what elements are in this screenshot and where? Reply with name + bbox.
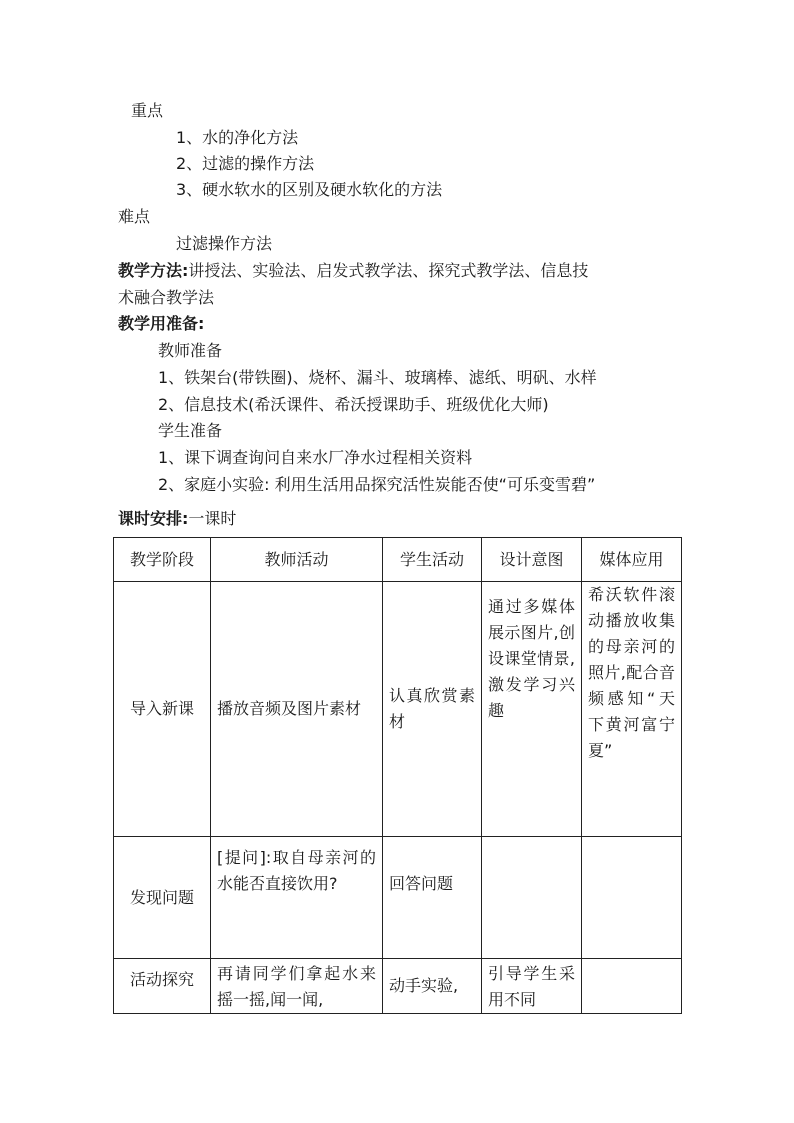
lesson-plan-table (113, 537, 682, 1014)
student-prep-item: 2、家庭小实验: 利用生活用品探究活性炭能否使“可乐变雪碧” (158, 475, 596, 494)
teacher-prep-item: 1、铁架台(带铁圈)、烧杯、漏斗、玻璃棒、滤纸、明矾、水样 (158, 368, 597, 387)
methods-text: 讲授法、实验法、启发式教学法、探究式教学法、信息技 (188, 261, 589, 280)
teacher-activity-cell: 再请同学们拿起水来摇一摇,闻一闻, (217, 964, 376, 1009)
table-header-cell: 教学阶段 (114, 538, 211, 582)
student-activity-cell: 动手实验, (389, 976, 459, 995)
difficulty-item: 过滤操作方法 (176, 234, 273, 253)
stage-cell: 导入新课 (114, 582, 211, 837)
key-point-item: 1、水的净化方法 (176, 128, 299, 147)
table-row (114, 837, 682, 959)
table-row (114, 582, 682, 837)
stage-cell: 发现问题 (114, 837, 211, 959)
teacher-activity-cell: [提问]:取自母亲河的水能否直接饮用? (217, 848, 376, 893)
key-point-item: 3、硬水软水的区别及硬水软化的方法 (176, 180, 443, 199)
methods-text-cont: 术融合教学法 (118, 288, 215, 307)
table-header-row (114, 538, 682, 582)
table-header-cell: 媒体应用 (582, 538, 682, 582)
schedule-line (118, 509, 236, 529)
table-header-cell: 学生活动 (383, 538, 482, 582)
design-intent-cell: 引导学生采用不同 (488, 964, 575, 1009)
key-points-heading: 重点 (131, 101, 164, 120)
student-activity-cell: 认真欣赏素材 (389, 686, 475, 731)
student-activity-cell: 回答问题 (389, 874, 454, 893)
difficulty-heading: 难点 (118, 207, 151, 226)
teacher-prep-heading: 教师准备 (158, 341, 223, 360)
methods-label: 教学方法: (118, 261, 189, 280)
methods-line (118, 261, 588, 281)
student-prep-heading: 学生准备 (158, 421, 223, 440)
stage-cell: 活动探究 (114, 959, 211, 1014)
schedule-value: 一课时 (188, 509, 237, 528)
schedule-label: 课时安排: (118, 509, 189, 528)
media-use-cell: 希沃软件滚动播放收集的母亲河的照片,配合音频感知“天下黄河富宁夏” (588, 585, 675, 760)
key-point-item: 2、过滤的操作方法 (176, 154, 315, 173)
table-row (114, 959, 682, 1014)
teacher-prep-item: 2、信息技术(希沃课件、希沃授课助手、班级优化大师) (158, 395, 549, 414)
materials-label: 教学用准备: (118, 314, 205, 333)
table-header-cell: 教师活动 (211, 538, 383, 582)
design-intent-cell: 通过多媒体展示图片,创设课堂情景,激发学习兴趣 (488, 597, 575, 720)
table-header-cell: 设计意图 (482, 538, 582, 582)
student-prep-item: 1、课下调查询问自来水厂净水过程相关资料 (158, 448, 473, 467)
teacher-activity-cell: 播放音频及图片素材 (217, 699, 362, 718)
